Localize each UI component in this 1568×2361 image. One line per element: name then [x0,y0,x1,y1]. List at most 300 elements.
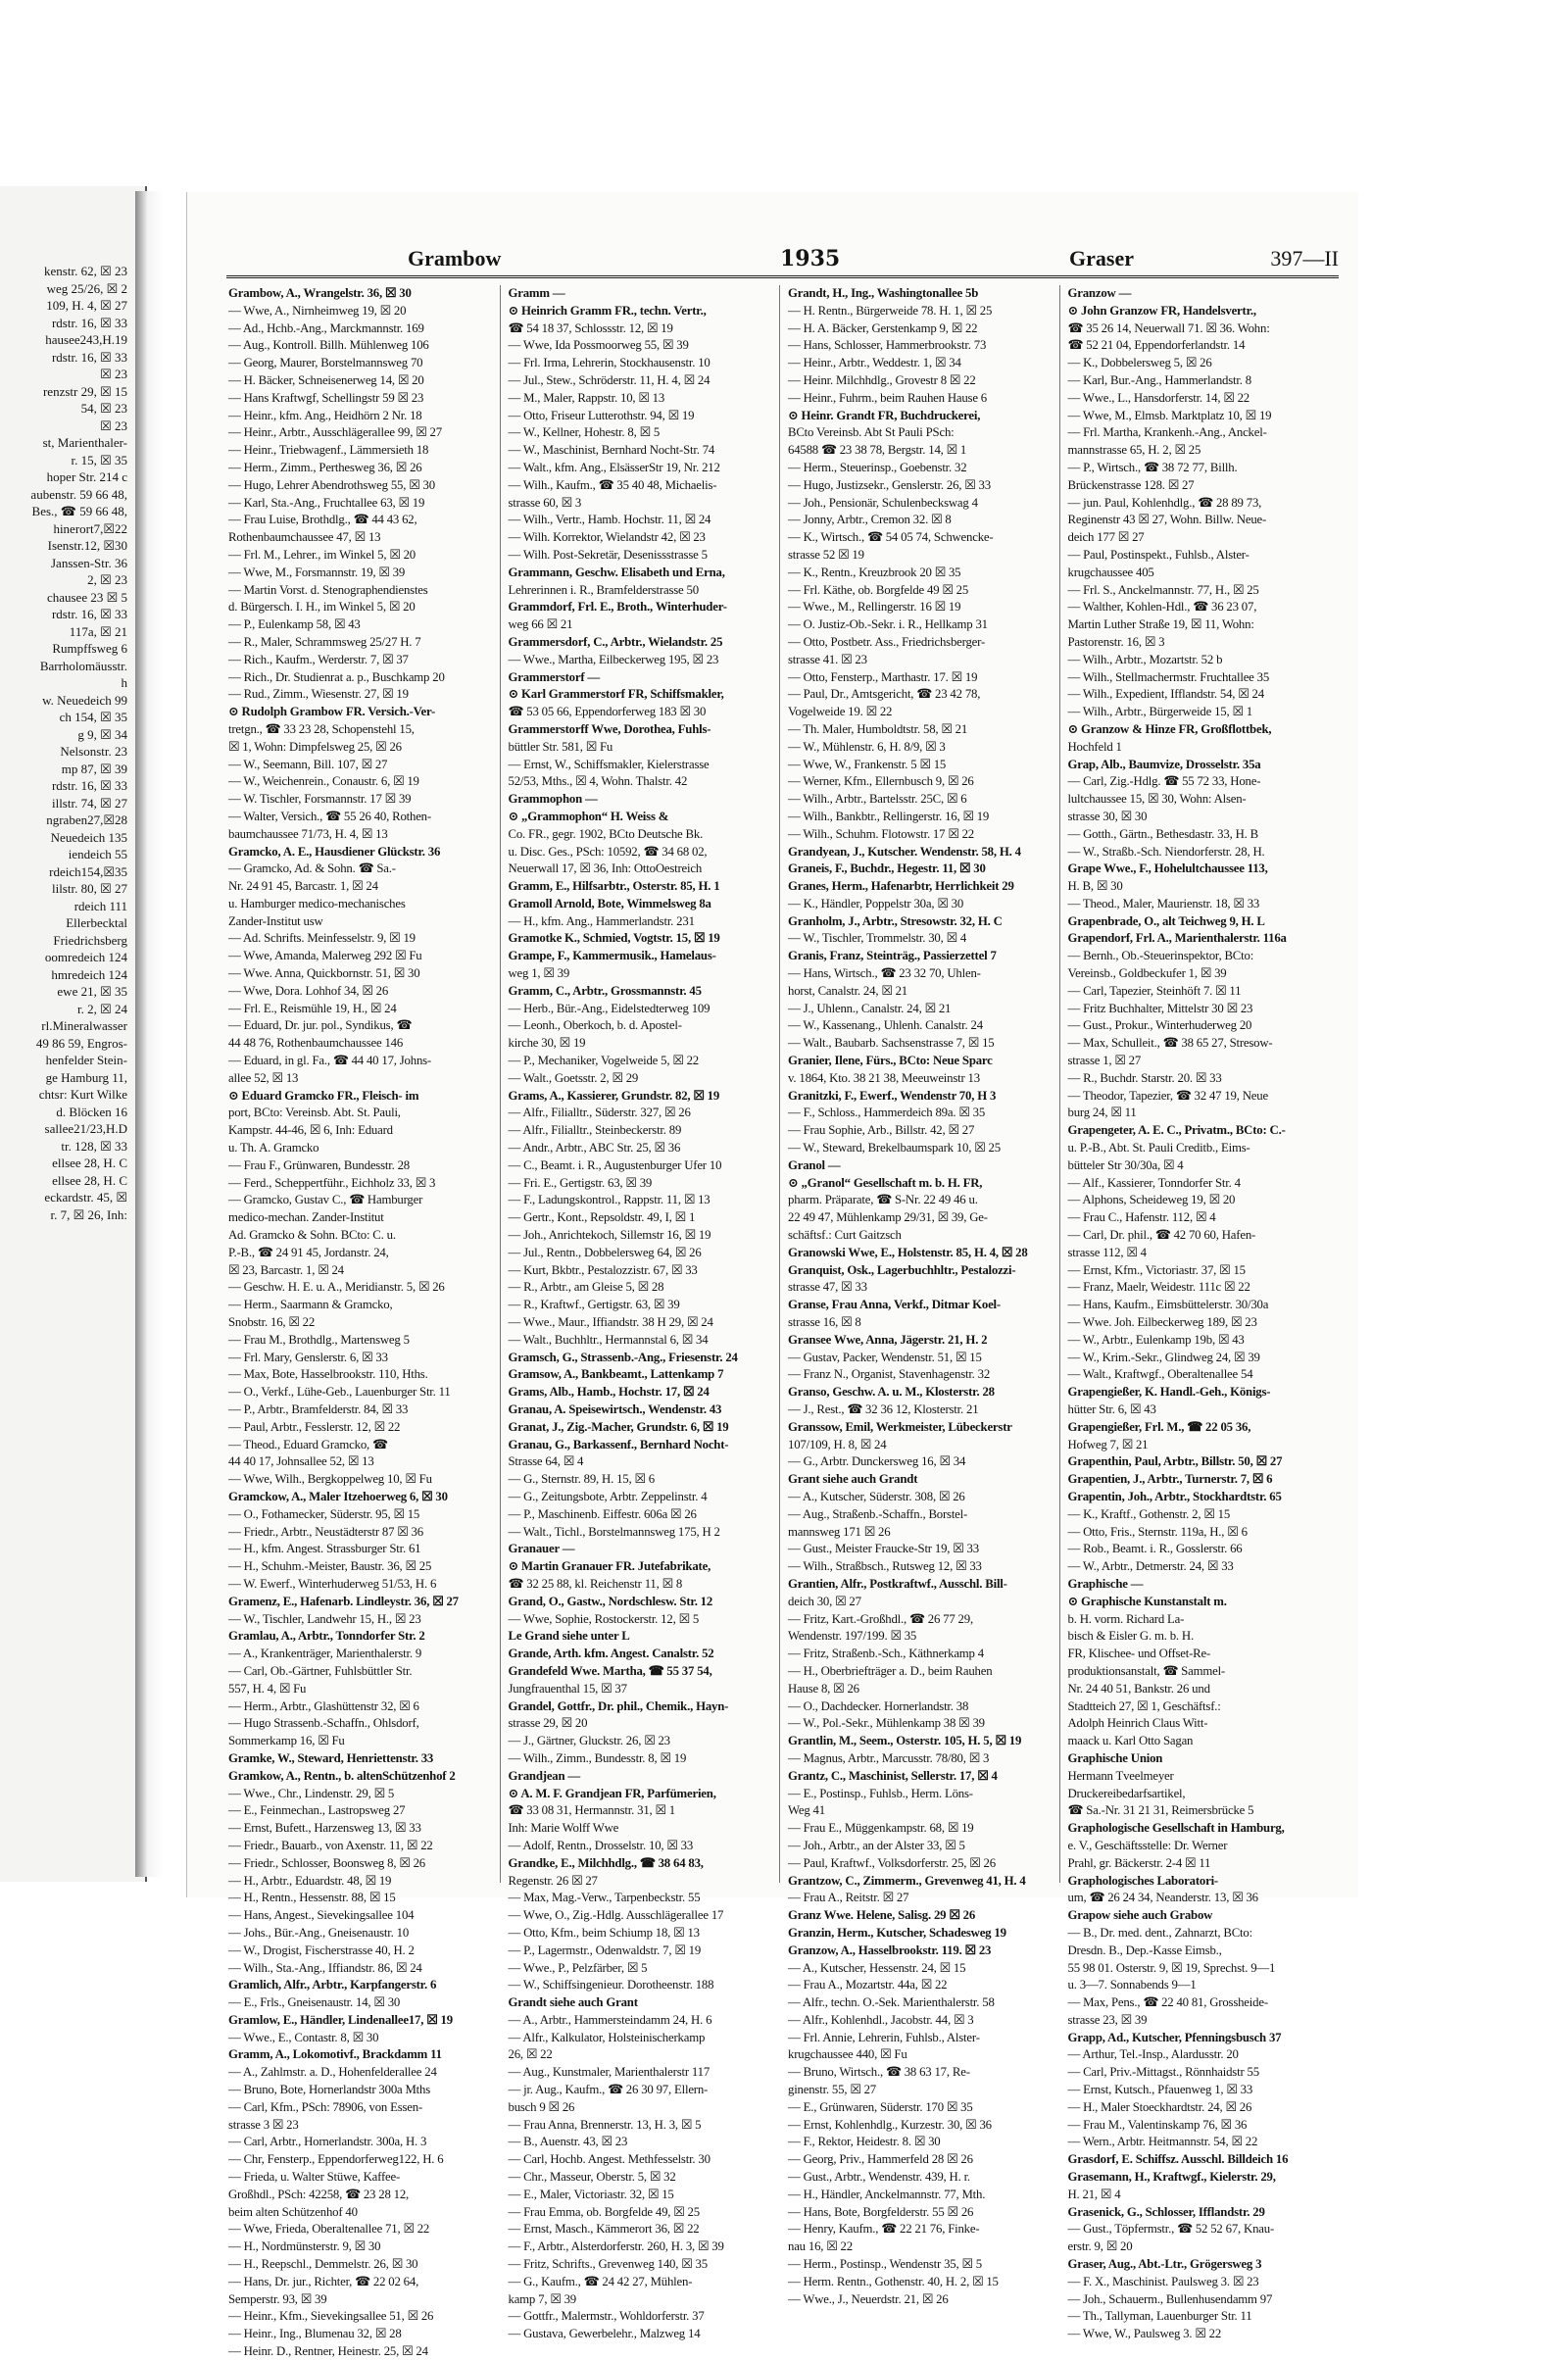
directory-entry: — Alphons, Scheideweg 19, ☒ 20 [1067,1193,1236,1207]
directory-entry: — Georg, Maurer, Borstelmannsweg 70 [228,356,423,370]
directory-entry: — Heinr., Arbtr., Weddestr. 1, ☒ 34 [788,356,961,370]
directory-entry: ☎ 33 08 31, Hermannstr. 31, ☒ 1 [508,1803,675,1818]
directory-entry: — Alfr., Kohlenhdl., Jacobstr. 44, ☒ 3 [788,2012,974,2027]
directory-entry: Gramm — [508,286,565,300]
directory-entry: 64588 ☎ 23 38 78, Bergstr. 14, ☒ 1 [788,443,967,458]
directory-entry: — E., Postinsp., Fuhlsb., Herm. Löns- [788,1786,973,1800]
directory-entry: — Theod., Maler, Maurienstr. 18, ☒ 33 [1067,896,1260,910]
directory-entry: ☎ 52 21 04, Eppendorferlandstr. 14 [1067,338,1246,353]
directory-entry: ☎ Sa.-Nr. 31 21 31, Reimersbrücke 5 [1067,1803,1254,1818]
previous-page-line: 2, ☒ 23 [87,572,127,587]
directory-entry: — Alf., Kassierer, Tonndorfer Str. 4 [1067,1175,1241,1190]
directory-entry: BCto Vereinsb. Abt St Pauli PSch: [788,425,955,440]
directory-entry: — Arthur, Tel.-Insp., Alardusstr. 20 [1067,2047,1239,2062]
directory-entry: — A., Arbtr., Hammersteindamm 24, H. 6 [508,2012,712,2027]
previous-page-line: kenstr. 62, ☒ 23 [44,264,127,278]
directory-entry: Granitzki, F., Ewerf., Wendenstr 70, H 3 [788,1088,997,1103]
directory-entry: — Ernst, Masch., Kämmerort 36, ☒ 22 [508,2222,700,2237]
directory-entry: — H. Bäcker, Schneisenerweg 14, ☒ 20 [228,372,424,387]
directory-entry: u. 3—7. Sonnabends 9—1 [1067,1978,1197,1992]
directory-entry: — Ernst, Kutsch., Pfauenweg 1, ☒ 33 [1067,2083,1253,2097]
directory-entry: — Magnus, Arbtr., Marcusstr. 78/80, ☒ 3 [788,1750,990,1765]
directory-entry: 22 49 47, Mühlenkamp 29/31, ☒ 39, Ge- [788,1210,988,1225]
directory-entry: allee 52, ☒ 13 [228,1070,299,1085]
directory-entry: — Gramcko, Gustav C., ☎ Hamburger [228,1193,423,1207]
directory-entry: — Wwe. Joh. Eilbeckerweg 189, ☒ 23 [1067,1315,1257,1330]
directory-entry: — Frl. S., Anckelmannstr. 77, H., ☒ 25 [1067,582,1259,597]
directory-entry: Gramenz, E., Hafenarb. Lindleystr. 36, ☒ 27 [228,1594,459,1608]
directory-entry: ⊙ Karl Grammerstorf FR, Schiffsmakler, [508,687,724,702]
directory-entry: port, BCto: Vereinsb. Abt. St. Pauli, [228,1106,401,1120]
directory-entry: — Wwe., E., Contastr. 8, ☒ 30 [228,2030,379,2044]
directory-entry: Granzow, A., Hasselbrookstr. 119. ☒ 23 [788,1943,992,1957]
directory-entry: — Wwe, Amanda, Malerweg 292 ☒ Fu [228,949,422,963]
directory-entry: — W., Pol.-Sekr., Mühlenkamp 38 ☒ 39 [788,1716,985,1731]
directory-entry: — Otto, Kfm., beim Schiump 18, ☒ 13 [508,1925,700,1940]
directory-entry: — A., Zahlmstr. a. D., Hohenfelderallee 24 [228,2065,437,2080]
directory-entry: Grapengießer, Frl. M., ☎ 22 05 36, [1067,1419,1251,1434]
directory-entry: — R., Kraftwf., Gertigstr. 63, ☒ 39 [508,1298,680,1312]
directory-entry: Grandke, E., Milchhdlg., ☎ 38 64 83, [508,1855,704,1870]
directory-entry: — Hans, Dr. jur., Richter, ☎ 22 02 64, [228,2274,419,2288]
directory-entry: Kampstr. 44-46, ☒ 6, Inh: Eduard [228,1123,393,1138]
previous-page-line: ngraben27,☒28 [46,812,127,827]
directory-entry: — Frau M., Brothdlg., Martensweg 5 [228,1332,410,1347]
directory-entry: ⊙ Granzow & Hinze FR, Großflottbek, [1067,721,1272,736]
directory-entry: Stadtteich 27, ☒ 1, Geschäftsf.: [1067,1698,1221,1713]
directory-entry: mannstrasse 65, H. 2, ☒ 25 [1067,443,1201,458]
directory-entry: — Wilh. Post-Sekretär, Desenissstrasse 5 [508,547,708,562]
previous-page-line: ☒ 23 [100,367,127,381]
directory-entry: tretgn., ☎ 33 23 28, Schopenstehl 15, [228,721,415,736]
directory-entry: — Heinr. Milchhdlg., Grovestr 8 ☒ 22 [788,372,976,387]
directory-entry: — W., Mühlenstr. 6, H. 8/9, ☒ 3 [788,739,946,754]
directory-entry: — G., Sternstr. 89, H. 15, ☒ 6 [508,1472,655,1487]
directory-entry: — Wilh., Stellmachermstr. Fruchtallee 35 [1067,669,1270,684]
directory-entry: — P., Maschinenb. Eiffestr. 606a ☒ 26 [508,1506,697,1521]
previous-page-line: hinerort7,☒22 [53,520,127,536]
directory-entry: — W., Straßb.-Sch. Niendorferstr. 28, H. [1067,844,1265,859]
directory-entry: ⊙ Heinrich Gramm FR., techn. Vertr., [508,303,707,318]
header-page-number: 397—II [1270,246,1339,271]
directory-entry: Graphologisches Laboratori- [1067,1873,1218,1888]
directory-entry: — Geschw. H. E. u. A., Meridianstr. 5, ☒ 26 [228,1280,445,1295]
directory-entry: Strasse 64, ☒ 4 [508,1454,584,1469]
previous-page-fragment [0,186,147,1882]
directory-entry: — W. Tischler, Forsmannstr. 17 ☒ 39 [228,792,412,807]
directory-entry: P.-B., ☎ 24 91 45, Jordanstr. 24, [228,1245,389,1259]
directory-entry: — Gertr., Kont., Repsoldstr. 49, I, ☒ 1 [508,1210,696,1225]
directory-entry: ⊙ Rudolph Grambow FR. Versich.-Ver- [228,705,436,719]
directory-entry: — Gust., Töpfermstr., ☎ 52 52 67, Knau- [1067,2222,1275,2237]
directory-entry: Reginenstr 43 ☒ 27, Wohn. Billw. Neue- [1067,513,1267,527]
directory-entry: Gramsow, A., Bankbeamt., Lattenkamp 7 [508,1367,724,1382]
previous-page-line: Ellerbecktal [66,915,127,930]
directory-entry: Jungfrauenthal 15, ☒ 37 [508,1681,627,1696]
directory-entry: — Joh., Pensionär, Schulenbeckswag 4 [788,495,978,510]
directory-entry: — Otto, Postbetr. Ass., Friedrichsberger- [788,634,986,649]
directory-entry: Grap, Alb., Baumvize, Drosselstr. 35a [1067,757,1261,771]
previous-page-line: ch 154, ☒ 35 [59,710,127,724]
directory-entry: — H., Händler, Anckelmannstr. 77, Mth. [788,2187,986,2201]
directory-entry: Graphologische Gesellschaft in Hamburg, [1067,1821,1285,1836]
directory-entry: Grapengeter, A. E. C., Privatm., BCto: C.- [1067,1123,1286,1138]
directory-column-4 [1066,285,1340,2341]
previous-page-line: ellsee 28, H. C [52,1156,127,1170]
directory-entry: — F., Ladungskontrol., Rappstr. 11, ☒ 13 [508,1193,710,1207]
previous-page-line: renzstr 29, ☒ 15 [42,383,127,399]
directory-entry: ☎ 53 05 66, Eppendorferweg 183 ☒ 30 [508,705,707,719]
directory-entry: — W., Tischler, Trommelstr. 30, ☒ 4 [788,931,967,946]
directory-entry: — K., Händler, Poppelstr 30a, ☒ 30 [788,896,964,910]
directory-entry: — F., Arbtr., Alsterdorferstr. 260, H. 3, ☒ 39 [508,2239,724,2254]
previous-page-line: Janssen-Str. 36 [51,555,127,570]
directory-entry: Grandefeld Wwe. Martha, ☎ 55 37 54, [508,1663,712,1678]
directory-entry: Neuerwall 17, ☒ 36, Inh: OttoOestreich [508,861,703,876]
directory-entry: ☒ 1, Wohn: Dimpfelsweg 25, ☒ 26 [228,739,402,754]
directory-entry: — Wwe. Anna, Quickbornstr. 51, ☒ 30 [228,966,420,981]
directory-entry: Vereinsb., Goldbeckufer 1, ☒ 39 [1067,966,1227,981]
directory-entry: ☎ 32 25 88, kl. Reichenstr 11, ☒ 8 [508,1576,683,1591]
directory-entry: — B., Auenstr. 43, ☒ 23 [508,2135,628,2149]
directory-entry: Grantzow, C., Zimmerm., Grevenweg 41, H. 4 [788,1873,1026,1888]
directory-entry: Grams, Alb., Hamb., Hochstr. 17, ☒ 24 [508,1385,710,1400]
directory-entry: — Wwe, Ida Possmoorweg 55, ☒ 39 [508,338,689,353]
previous-page-line: henfelder Stein- [45,1053,127,1067]
directory-entry: — Herm., Saarmann & Gramcko, [228,1298,393,1312]
directory-entry: — Herm., Zimm., Perthesweg 36, ☒ 26 [228,460,422,474]
directory-entry: Grandyean, J., Kutscher. Wendenstr. 58, H. 4 [788,844,1021,859]
directory-entry: büttler Str. 581, ☒ Fu [508,739,613,754]
directory-entry: um, ☎ 26 24 34, Neanderstr. 13, ☒ 36 [1067,1891,1258,1905]
directory-entry: — Frau F., Grünwaren, Bundesstr. 28 [228,1157,410,1172]
directory-entry: ☒ 23, Barcastr. 1, ☒ 24 [228,1262,344,1277]
directory-entry: b. H. vorm. Richard La- [1067,1611,1185,1626]
directory-entry: — W., Maschinist, Bernhard Nocht-Str. 74 [508,443,715,458]
directory-entry: — Carl, Ob.-Gärtner, Fuhlsbüttler Str. [228,1663,413,1678]
directory-entry: — K., Wirtsch., ☎ 54 05 74, Schwencke- [788,530,994,545]
directory-entry: Graphische — [1067,1576,1144,1591]
directory-entry: — Walt., Baubarb. Sachsenstrasse 7, ☒ 15 [788,1036,995,1051]
directory-entry: Gramkow, A., Rentn., b. altenSchützenhof 2 [228,1768,456,1783]
directory-entry: — Gotth., Gärtn., Bethesdastr. 33, H. B [1067,826,1258,841]
directory-entry: Martin Luther Straße 19, ☒ 11, Wohn: [1067,617,1254,632]
directory-entry: Adolph Heinrich Claus Witt- [1067,1716,1208,1731]
previous-page-line: oomredeich 124 [44,950,127,964]
directory-entry: — Bernh., Ob.-Steuerinspektor, BCto: [1067,949,1254,963]
directory-entry: — Alfr., Filialltr., Süderstr. 327, ☒ 26 [508,1106,691,1120]
directory-entry: strasse 1, ☒ 27 [1067,1054,1142,1068]
directory-entry: — Wwe., Chr., Lindenstr. 29, ☒ 5 [228,1786,395,1800]
directory-entry: — Herb., Bür.-Ang., Eidelstedterweg 109 [508,1001,710,1015]
directory-entry: Weg 41 [788,1803,825,1818]
directory-entry: Co. FR., gegr. 1902, BCto Deutsche Bk. [508,826,704,841]
directory-entry: — W., Tischler, Landwehr 15, H., ☒ 23 [228,1611,421,1626]
directory-entry: — Frau A., Reitstr. ☒ 27 [788,1891,909,1905]
directory-entry: — W., Weichenrein., Conaustr. 6, ☒ 19 [228,774,419,789]
directory-entry: — Herm., Arbtr., Glashüttenstr 32, ☒ 6 [228,1698,419,1713]
directory-entry: u. Hamburger medico-mechanisches [228,896,406,910]
directory-entry: Grandt, H., Ing., Washingtonallee 5b [788,286,979,300]
directory-entry: — Hugo Strassenb.-Schaffn., Ohlsdorf, [228,1716,419,1731]
directory-entry: — Wilh., Zimm., Bundesstr. 8, ☒ 19 [508,1750,687,1765]
directory-entry: strasse 16, ☒ 8 [788,1315,861,1330]
directory-entry: — jr. Aug., Kaufm., ☎ 26 30 97, Ellern- [508,2083,709,2097]
directory-entry: — W., Seemann, Bill. 107, ☒ 27 [228,757,388,771]
previous-page-line: d. Blöcken 16 [56,1104,127,1119]
directory-entry: — Wwe., L., Hansdorferstr. 14, ☒ 22 [1067,390,1250,405]
directory-entry: — F. X., Maschinist. Paulsweg 3. ☒ 23 [1067,2274,1259,2288]
directory-entry: — Otto, Fensterp., Marthastr. 17. ☒ 19 [788,669,978,684]
directory-entry: — Hans, Bote, Borgfelderstr. 55 ☒ 26 [788,2204,974,2219]
directory-entry: — Wwe, Dora. Lohhof 34, ☒ 26 [228,983,389,998]
directory-entry: — O., Dachdecker. Hornerlandstr. 38 [788,1698,969,1713]
directory-entry: — Aug., Kontroll. Billh. Mühlenweg 106 [228,338,429,353]
directory-entry: Sommerkamp 16, ☒ Fu [228,1734,345,1748]
directory-entry: — Gust., Meister Fraucke-Str 19, ☒ 33 [788,1542,979,1556]
directory-entry: — Max, Pens., ☎ 22 40 81, Grossheide- [1067,1995,1268,2010]
directory-entry: — Aug., Kunstmaler, Marienthalerstr 117 [508,2065,710,2080]
directory-entry: nau 16, ☒ 22 [788,2239,853,2254]
directory-entry: Grand, O., Gastw., Nordschlesw. Str. 12 [508,1594,713,1608]
directory-entry: — Gottfr., Malermstr., Wohldorferstr. 37 [508,2309,705,2324]
directory-entry: — R., Buchdr. Starstr. 20. ☒ 33 [1067,1070,1222,1085]
directory-entry: — F., Rektor, Heidestr. 8. ☒ 30 [788,2135,941,2149]
directory-entry: Gransee Wwe, Anna, Jägerstr. 21, H. 2 [788,1332,988,1347]
directory-entry: — Carl, Arbtr., Hornerlandstr. 300a, H. 3 [228,2135,427,2149]
previous-page-line: iendeich 55 [68,847,127,861]
directory-entry: Granz Wwe. Helene, Salisg. 29 ☒ 26 [788,1908,976,1923]
directory-entry: — Frl. Mary, Genslerstr. 6, ☒ 33 [228,1350,388,1364]
directory-entry: d. Bürgersch. I. H., im Winkel 5, ☒ 20 [228,600,416,615]
directory-entry: Gramcko, A. E., Hausdiener Glückstr. 36 [228,844,441,859]
directory-entry: hütter Str. 6, ☒ 43 [1067,1402,1156,1416]
directory-entry: — H., kfm. Ang., Hammerlandstr. 231 [508,913,695,928]
directory-entry: Grant siehe auch Grandt [788,1472,918,1487]
directory-entry: Vogelweide 19. ☒ 22 [788,705,893,719]
directory-entry: Granau, A. Speisewirtsch., Wendenstr. 43 [508,1402,722,1416]
directory-entry: — H., Nordmünsterstr. 9, ☒ 30 [228,2239,381,2254]
directory-entry: — W., Steward, Brekelbaumspark 10, ☒ 25 [788,1141,1001,1156]
directory-entry: krugchaussee 440, ☒ Fu [788,2047,907,2062]
directory-entry: — Franz, Maelr, Weidestr. 111c ☒ 22 [1067,1280,1250,1295]
directory-entry: — Joh., Anrichtekoch, Sillemstr 16, ☒ 19 [508,1228,711,1243]
directory-entry: — Wwe, M., Elmsb. Marktplatz 10, ☒ 19 [1067,408,1272,422]
directory-entry: erstr. 9, ☒ 20 [1067,2239,1133,2254]
directory-entry: — Wwe, Frieda, Oberaltenallee 71, ☒ 22 [228,2222,430,2237]
directory-entry: — P., Wirtsch., ☎ 38 72 77, Billh. [1067,460,1238,474]
directory-entry: ⊙ Martin Granauer FR. Jutefabrikate, [508,1559,711,1574]
directory-entry: Prahl, gr. Bäckerstr. 2-4 ☒ 11 [1067,1855,1211,1870]
directory-entry: strasse 23, ☒ 39 [1067,2012,1148,2027]
directory-entry: — E., Frls., Gneisenaustr. 14, ☒ 30 [228,1995,401,2010]
directory-entry: 44 48 76, Rothenbaumchaussee 146 [228,1036,404,1051]
directory-entry: Grampe, F., Kammermusik., Hamelaus- [508,949,716,963]
directory-entry: ⊙ „Grammophon“ H. Weiss & [508,809,669,823]
directory-entry: Snobstr. 16, ☒ 22 [228,1315,316,1330]
directory-entry: — Wwe, Sophie, Rostockerstr. 12, ☒ 5 [508,1611,700,1626]
directory-entry: — Fritz, Straßenb.-Sch., Käthnerkamp 4 [788,1647,984,1661]
directory-entry: — Gust., Prokur., Winterhuderweg 20 [1067,1018,1252,1033]
directory-entry: — K., Dobbelersweg 5, ☒ 26 [1067,356,1212,370]
directory-entry: Graser, Aug., Abt.-Ltr., Grögersweg 3 [1067,2257,1262,2272]
directory-entry: Graphische Union [1067,1750,1163,1765]
header-last-name: Graser [1069,246,1134,271]
directory-entry: Grammdorf, Frl. E., Broth., Winterhuder- [508,600,727,615]
previous-page-line: rdeich 111 [74,898,127,913]
directory-entry: Hause 8, ☒ 26 [788,1681,859,1696]
directory-entry: Grape Wwe., F., Hohelultchaussee 113, [1067,861,1268,876]
directory-entry: — H., kfm. Angest. Strassburger Str. 61 [228,1542,421,1556]
directory-entry: — Wilh., Bankbtr., Rellingerstr. 16, ☒ 19 [788,809,990,823]
directory-entry: — Bruno, Wirtsch., ☎ 38 63 17, Re- [788,2065,970,2080]
directory-entry: baumchaussee 71/73, H. 4, ☒ 13 [228,826,388,841]
directory-entry: strasse 112, ☒ 4 [1067,1245,1147,1259]
directory-entry: — A., Krankenträger, Marienthalerstr. 9 [228,1647,422,1661]
directory-entry: — Gustava, Gewerbelehr., Malzweg 14 [508,2327,701,2341]
directory-entry: Ad. Gramcko & Sohn. BCto: C. u. [228,1228,396,1243]
previous-page-text [0,263,127,1223]
directory-entry: deich 30, ☒ 27 [788,1594,861,1608]
previous-page-line: Neuedeich 135 [50,829,127,845]
directory-entry: — Ferd., Scheppertführ., Eichholz 33, ☒ 3 [228,1175,436,1190]
directory-entry: horst, Canalstr. 24, ☒ 21 [788,983,907,998]
directory-entry: — R., Maler, Schrammsweg 25/27 H. 7 [228,634,421,649]
directory-entry: — A., Kutscher, Süderstr. 308, ☒ 26 [788,1489,965,1503]
directory-entry: — H. A. Bäcker, Gerstenkamp 9, ☒ 22 [788,320,978,335]
previous-page-line: g 9, ☒ 34 [77,726,127,742]
directory-entry: — H., Schuhm.-Meister, Baustr. 36, ☒ 25 [228,1559,432,1574]
directory-entry: — G., Kaufm., ☎ 24 42 27, Mühlen- [508,2274,693,2288]
directory-entry: Grande, Arth. kfm. Angest. Canalstr. 52 [508,1647,714,1661]
directory-entry: Gramlich, Alfr., Arbtr., Karpfangerstr. 6 [228,1978,437,1992]
directory-entry: — O. Justiz-Ob.-Sekr. i. R., Hellkamp 31 [788,617,988,632]
directory-entry: — Frau Sophie, Arb., Billstr. 42, ☒ 27 [788,1123,975,1138]
directory-entry: — Georg, Priv., Hammerfeld 28 ☒ 26 [788,2152,973,2167]
directory-entry: — Otto, Friseur Lutterothstr. 94, ☒ 19 [508,408,695,422]
directory-entry: Pastorenstr. 16, ☒ 3 [1067,634,1165,649]
directory-entry: Granzin, Herm., Kutscher, Schadesweg 19 [788,1925,1006,1940]
directory-column-2 [507,285,781,2341]
directory-entry: ⊙ Eduard Gramcko FR., Fleisch- im [228,1088,419,1103]
directory-entry: Grasenick, G., Schlosser, Ifflandstr. 29 [1067,2204,1265,2219]
directory-entry: — Ernst, W., Schiffsmakler, Kielerstrasse [508,757,710,771]
previous-page-line: rl.Mineralwasser [41,1018,127,1033]
directory-entry: weg 66 ☒ 21 [508,617,573,632]
directory-entry: weg 1, ☒ 39 [508,966,570,981]
directory-entry: — Hans, Wirtsch., ☎ 23 32 70, Uhlen- [788,966,981,981]
directory-entry: — J., Gärtner, Gluckstr. 26, ☒ 23 [508,1734,670,1748]
directory-entry: Grandjean — [508,1768,581,1783]
directory-entry: — H., Arbtr., Eduardstr. 48, ☒ 19 [228,1873,392,1888]
previous-page-line: Nelsonstr. 23 [60,744,127,759]
directory-entry: — Wilh., Arbtr., Mozartstr. 52 b [1067,652,1223,666]
directory-entry: v. 1864, Kto. 38 21 38, Meeuweinstr 13 [788,1070,980,1085]
directory-entry: — Wwe., J., Neuerdstr. 21, ☒ 26 [788,2291,949,2306]
directory-entry: — Ad. Schrifts. Meinfesselstr. 9, ☒ 19 [228,931,416,946]
directory-entry: ⊙ Heinr. Grandt FR, Buchdruckerei, [788,408,981,422]
previous-page-line: Friedrichsberg [53,932,127,948]
directory-entry: — Frau Luise, Brothdlg., ☎ 44 43 62, [228,513,417,527]
directory-entry: — Ernst, Bufett., Harzensweg 13, ☒ 33 [228,1821,421,1836]
directory-entry: — C., Beamt. i. R., Augustenburger Ufer 10 [508,1157,722,1172]
directory-entry: — E., Feinmechan., Lastropsweg 27 [228,1803,406,1818]
previous-page-line: hmredeich 124 [51,966,127,982]
directory-entry: — W., Drogist, Fischerstrasse 40, H. 2 [228,1943,415,1957]
directory-entry: ⊙ „Granol“ Gesellschaft m. b. H. FR, [788,1175,983,1190]
directory-entry: — O., Verkf., Lühe-Geb., Lauenburger Str. 11 [228,1385,451,1400]
directory-entry: — Alfr., techn. O.-Sek. Marienthalerstr. 58 [788,1995,995,2010]
directory-entry: Gramoll Arnold, Bote, Wimmelsweg 8a [508,896,711,910]
directory-entry: — Rich., Dr. Studienrat a. p., Buschkamp 20 [228,669,445,684]
directory-entry: Grapengießer, K. Handl.-Geh., Königs- [1067,1385,1271,1400]
directory-entry: — Karl, Sta.-Ang., Fruchtallee 63, ☒ 19 [228,495,425,510]
directory-entry: ⊙ John Granzow FR, Handelsvertr., [1067,303,1256,318]
previous-page-line: illstr. 74, ☒ 27 [51,795,127,811]
directory-entry: — Heinr., Kfm., Sievekingsallee 51, ☒ 26 [228,2309,434,2324]
directory-entry: — Heinr., Fuhrm., beim Rauhen Hause 6 [788,390,988,405]
previous-page-line: rdeich154,☒35 [49,863,127,879]
previous-page-line: hausee243,H.19 [45,332,127,347]
directory-entry: Granat, J., Zig.-Macher, Grundstr. 6, ☒ 19 [508,1419,729,1434]
directory-entry: — P., Mechaniker, Vogelweide 5, ☒ 22 [508,1054,700,1068]
directory-entry: — Gust., Arbtr., Wendenstr. 439, H. r. [788,2170,970,2185]
directory-entry: Granau, G., Barkassenf., Bernhard Nocht- [508,1437,729,1451]
previous-page-line: aubenstr. 59 66 48, [30,486,127,502]
previous-page-line: rdstr. 16, ☒ 33 [51,607,127,621]
previous-page-line: rdstr. 16, ☒ 33 [51,778,127,793]
directory-entry: — Heinr., Arbtr., Ausschlägerallee 99, ☒ 27 [228,425,442,440]
previous-page-line: 49 86 59, Engros- [35,1035,127,1051]
directory-entry: — Wilh., Arbtr., Bartelsstr. 25C, ☒ 6 [788,792,967,807]
book-spine [135,191,163,1877]
directory-entry: — Hans Kraftwgf, Schellingstr 59 ☒ 23 [228,390,424,405]
directory-entry: — Th. Maler, Humboldtstr. 58, ☒ 21 [788,721,968,736]
directory-entry: — W., Arbtr., Detmerstr. 24, ☒ 33 [1067,1559,1234,1574]
directory-entry: — Frl. Martha, Krankenh.-Ang., Anckel- [1067,425,1267,440]
directory-entry: Gramsch, G., Strassenb.-Ang., Friesenstr. 24 [508,1350,738,1364]
directory-entry: — Walter, Versich., ☎ 55 26 40, Rothen- [228,809,431,823]
directory-entry: Hofweg 7, ☒ 21 [1067,1437,1149,1451]
directory-entry: — Joh., Arbtr., an der Alster 33, ☒ 5 [788,1838,965,1852]
directory-entry: — H., Oberbriefträger a. D., beim Rauhen [788,1663,993,1678]
directory-entry: — jun. Paul, Kohlenhdlg., ☎ 28 89 73, [1067,495,1262,510]
directory-entry: — Gustav, Packer, Wendenstr. 51, ☒ 15 [788,1350,982,1364]
directory-entry: Gramm, C., Arbtr., Grossmannstr. 45 [508,983,702,998]
directory-entry: Grapenthin, Paul, Arbtr., Billstr. 50, ☒ 27 [1067,1454,1283,1469]
directory-entry: — Fritz Buchhalter, Mittelstr 30 ☒ 23 [1067,1001,1253,1015]
directory-entry: — Wwe., Maur., Iffiandstr. 38 H 29, ☒ 24 [508,1315,713,1330]
directory-entry: — Ad., Hchb.-Ang., Marckmannstr. 169 [228,320,424,335]
directory-entry: — W., Kellner, Hohestr. 8, ☒ 5 [508,425,661,440]
directory-entry: — Carl, Dr. phil., ☎ 42 70 60, Hafen- [1067,1228,1256,1243]
directory-entry: — Paul, Dr., Amtsgericht, ☎ 23 42 78, [788,687,981,702]
directory-entry: — Joh., Schauerm., Bullenhusendamm 97 [1067,2291,1273,2306]
directory-entry: — R., Arbtr., am Gleise 5, ☒ 28 [508,1280,664,1295]
directory-entry: — Hugo, Justizsekr., Genslerstr. 26, ☒ 33 [788,477,991,492]
directory-entry: Grammersdorf, C., Arbtr., Wielandstr. 25 [508,634,723,649]
directory-entry: H. 21, ☒ 4 [1067,2187,1121,2201]
directory-entry: pharm. Präparate, ☎ S-Nr. 22 49 46 u. [788,1193,978,1207]
directory-entry: — Max, Schulleit., ☎ 38 65 27, Stresow- [1067,1036,1273,1051]
directory-entry: — Johs., Bür.-Ang., Gneisenaustr. 10 [228,1925,410,1940]
directory-entry: — Bruno, Bote, Hornerlandstr 300a Mths [228,2083,431,2097]
directory-entry: u. P.-B., Abt. St. Pauli Creditb., Eims- [1067,1141,1250,1156]
directory-entry: kamp 7, ☒ 39 [508,2291,576,2306]
directory-entry: Granol — [788,1157,841,1172]
directory-entry: — Fritz, Kart.-Großhdl., ☎ 26 77 29, [788,1611,973,1626]
directory-entry: Grapenbrade, O., alt Teichweg 9, H. L [1067,913,1265,928]
